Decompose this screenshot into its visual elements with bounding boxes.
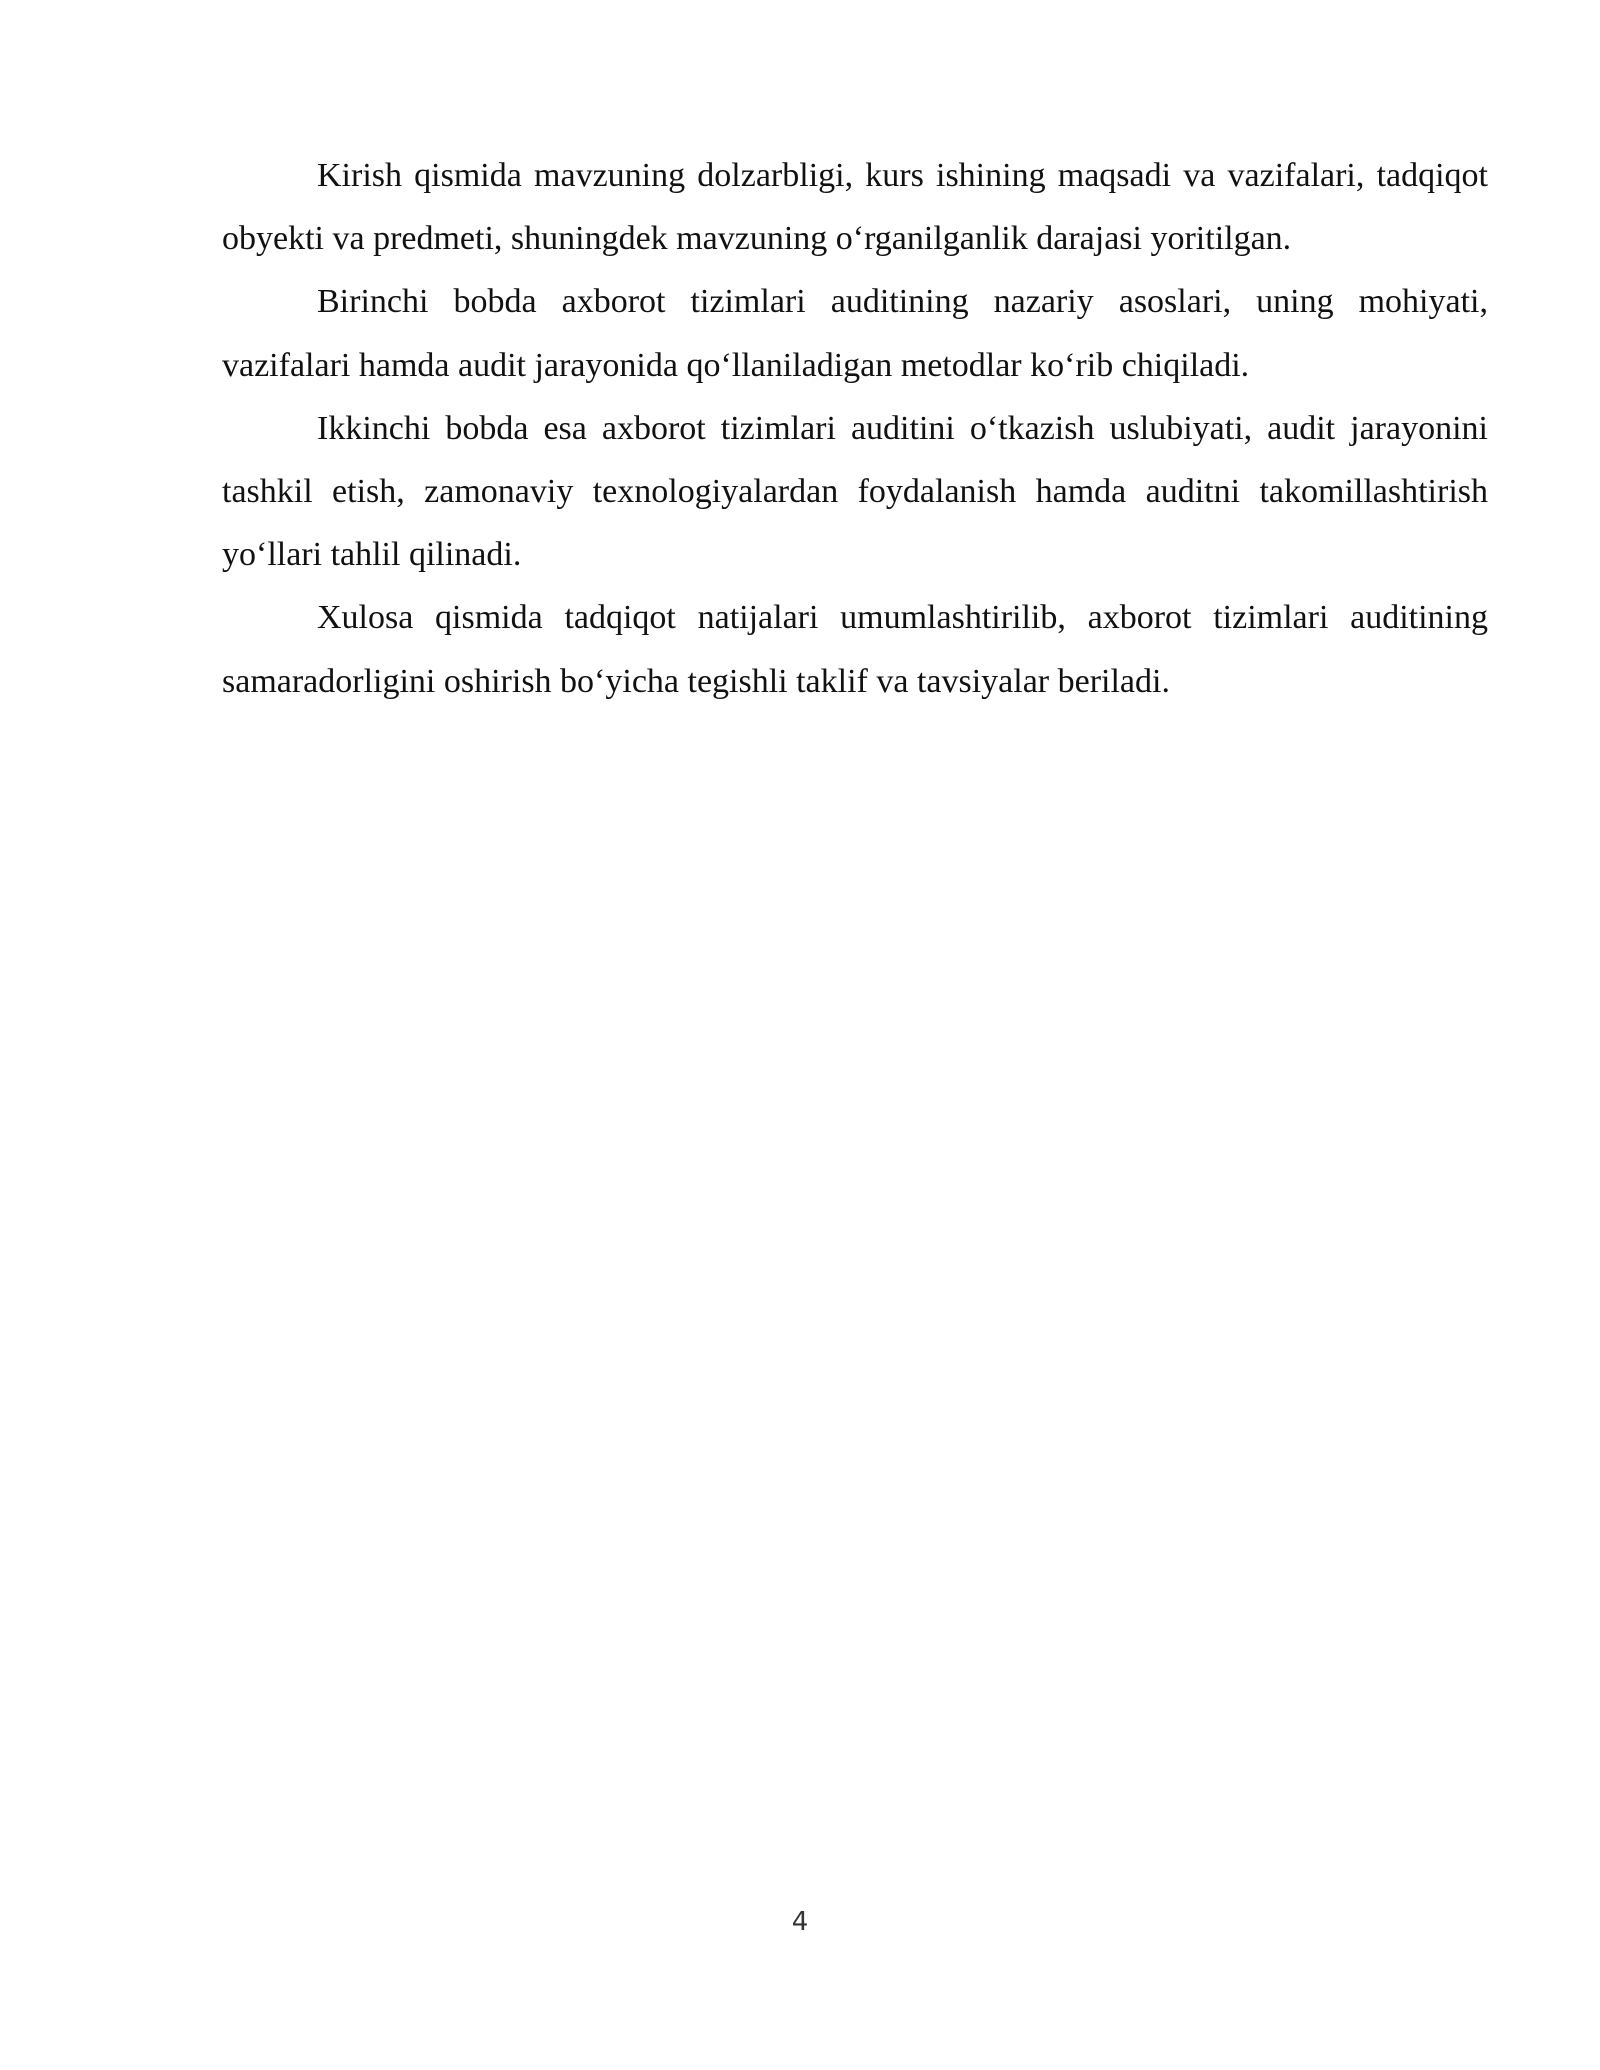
page-number: 4 [791,1907,809,1937]
paragraph-chapter-two: Ikkinchi bobda esa axborot tizimlari auditini o‘tkazish uslubiyati, audit jarayonini tashkil etish, zamonaviy texnologiyalardan foydalanish hamda auditni takomillashtirish yo‘llari tahlil qilinadi. [222,409,1488,574]
body-text [222,144,1488,713]
paragraph-conclusion: Xulosa qismida tadqiqot natijalari umumlashtirilib, axborot tizimlari auditining samaradorligini oshirish bo‘yicha tegishli taklif va tavsiyalar beriladi. [222,599,1488,700]
paragraph-chapter-one: Birinchi bobda axborot tizimlari auditining nazariy asoslari, uning mohiyati, vazifalari hamda audit jarayonida qo‘llaniladigan metodlar ko‘rib chiqiladi. [222,283,1488,384]
paragraph-introduction: Kirish qismida mavzuning dolzarbligi, kurs ishining maqsadi va vazifalari, tadqiqot obyekti va predmeti, shuningdek mavzuning o‘rganilganlik darajasi yoritilgan. [222,157,1488,258]
